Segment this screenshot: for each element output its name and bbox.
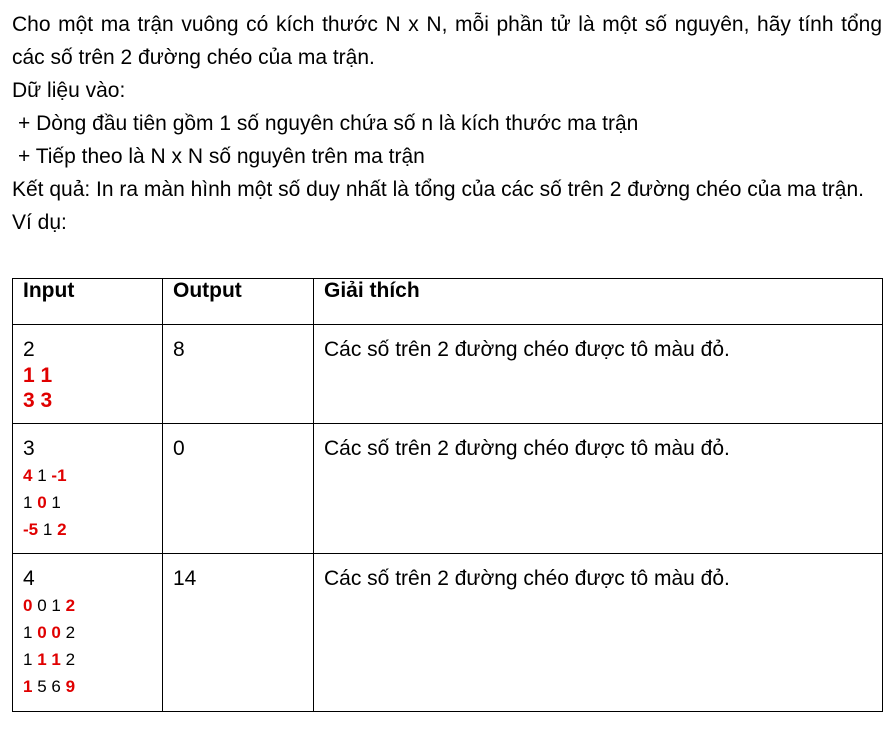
matrix-size: 3 (23, 437, 35, 460)
matrix-value: 3 (23, 389, 35, 412)
input-item-2: + Tiếp theo là N x N số nguyên trên ma trận (18, 145, 425, 168)
matrix-value: 0 (37, 596, 47, 615)
matrix-value: 4 (23, 466, 33, 485)
output-cell (163, 325, 314, 424)
matrix-value: 1 (40, 364, 53, 387)
output-cell (163, 424, 314, 554)
matrix (23, 462, 152, 543)
header-input: Input (13, 279, 163, 325)
matrix-value: 1 (23, 364, 35, 387)
input-cell (13, 325, 163, 424)
explanation-cell (314, 554, 883, 712)
matrix-value: 0 (51, 623, 61, 642)
table-row (13, 325, 883, 424)
header-explanation: Giải thích (314, 279, 883, 325)
example-table-body (13, 325, 883, 712)
explanation-text: Các số trên 2 đường chéo được tô màu đỏ. (324, 437, 730, 460)
matrix-value: 0 (23, 596, 33, 615)
matrix-row (23, 646, 152, 673)
matrix-row (23, 592, 152, 619)
example-table (12, 278, 883, 712)
matrix-value: 9 (65, 677, 76, 696)
matrix-value: 1 (51, 493, 61, 512)
input-heading: Dữ liệu vào: (12, 79, 126, 102)
output-value: 0 (173, 437, 185, 460)
matrix-value: 1 (42, 520, 53, 539)
input-cell (13, 424, 163, 554)
matrix-value: 1 (51, 596, 61, 615)
matrix-value: 1 (23, 623, 33, 642)
matrix-value: 2 (65, 596, 76, 615)
matrix-size: 4 (23, 567, 35, 590)
table-header-row (13, 279, 883, 325)
matrix-row (23, 388, 152, 413)
output-value: 8 (173, 338, 185, 361)
matrix-value: 1 (37, 650, 47, 669)
matrix-value: -5 (23, 520, 39, 539)
matrix-value: 2 (65, 623, 76, 642)
input-item-1: + Dòng đầu tiên gồm 1 số nguyên chứa số n là kích thước ma trận (18, 112, 639, 135)
table-row (13, 424, 883, 554)
matrix-value: 1 (23, 650, 33, 669)
matrix-value: 1 (51, 650, 61, 669)
output-cell (163, 554, 314, 712)
matrix-row (23, 619, 152, 646)
matrix-value: 2 (65, 650, 76, 669)
output-value: 14 (173, 567, 197, 590)
matrix-value: 2 (57, 520, 67, 539)
explanation-text: Các số trên 2 đường chéo được tô màu đỏ. (324, 338, 730, 361)
matrix-value: 5 (37, 677, 47, 696)
table-row (13, 554, 883, 712)
explanation-cell (314, 424, 883, 554)
example-heading: Ví dụ: (12, 211, 67, 234)
matrix-value: 0 (37, 623, 47, 642)
matrix-row (23, 489, 152, 516)
matrix (23, 363, 152, 413)
matrix-value: -1 (51, 466, 67, 485)
matrix-value: 1 (23, 677, 33, 696)
matrix-row (23, 462, 152, 489)
matrix-value: 1 (23, 493, 33, 512)
matrix-size: 2 (23, 338, 35, 361)
result-description: Kết quả: In ra màn hình một số duy nhất là tổng của các số trên 2 đường chéo của ma trận. (12, 178, 864, 201)
problem-statement (12, 8, 882, 239)
problem-description: Cho một ma trận vuông có kích thước N x N, mỗi phần tử là một số nguyên, hãy tính tổng các số trên 2 đường chéo của ma trận. (12, 13, 882, 69)
explanation-text: Các số trên 2 đường chéo được tô màu đỏ. (324, 567, 730, 590)
matrix-value: 1 (37, 466, 47, 485)
matrix (23, 592, 152, 700)
matrix-row (23, 363, 152, 388)
header-output: Output (163, 279, 314, 325)
matrix-row (23, 673, 152, 700)
matrix-value: 3 (40, 389, 53, 412)
matrix-value: 6 (51, 677, 61, 696)
matrix-value: 0 (37, 493, 47, 512)
input-cell (13, 554, 163, 712)
matrix-row (23, 516, 152, 543)
explanation-cell (314, 325, 883, 424)
